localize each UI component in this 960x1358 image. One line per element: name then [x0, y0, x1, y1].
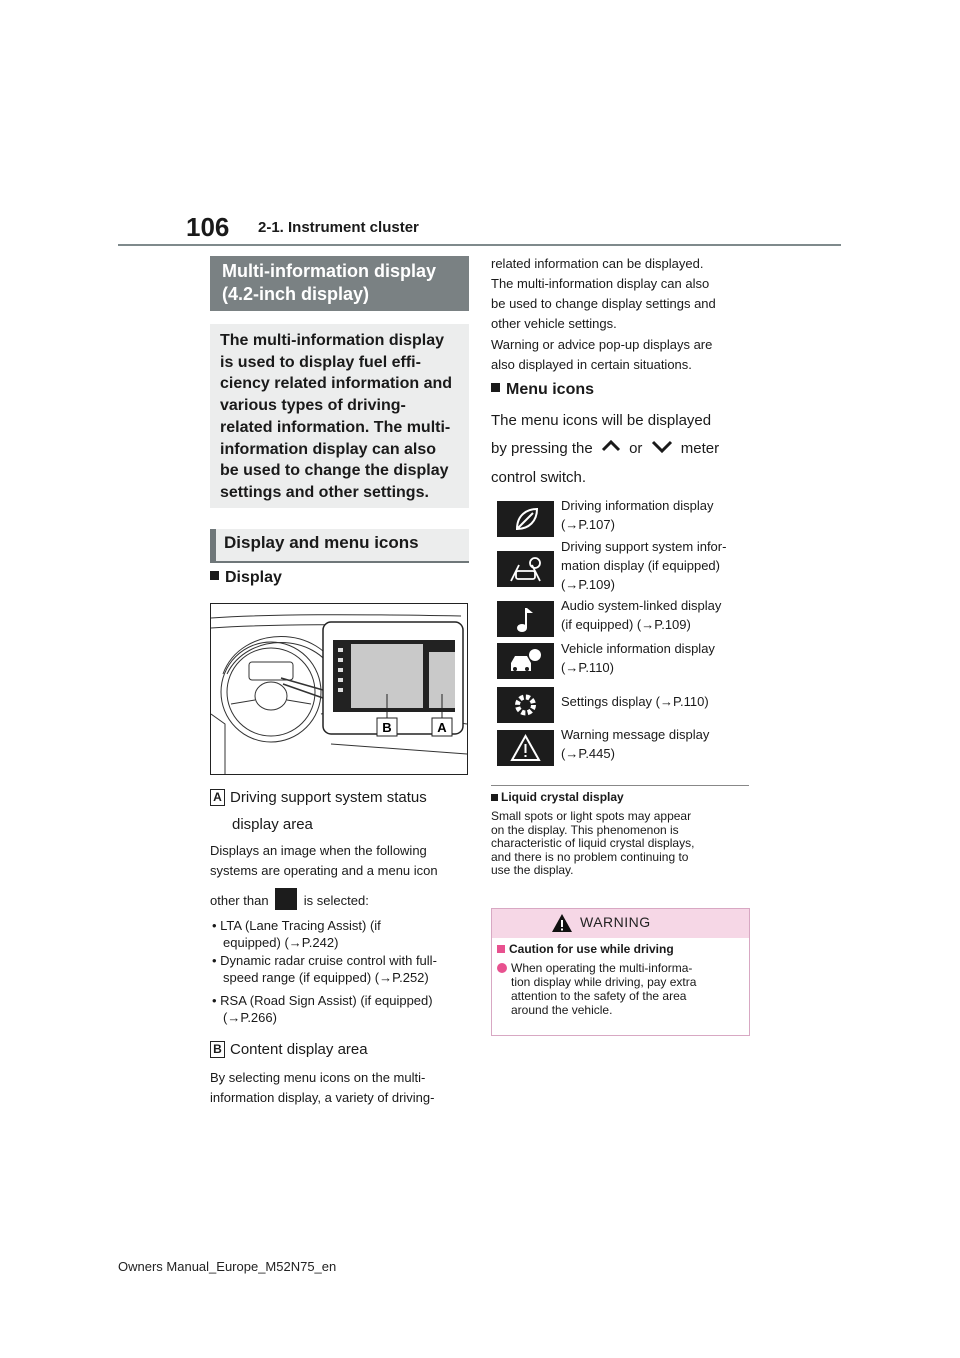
system-item-line: • LTA (Lane Tracing Assist) (if — [212, 918, 381, 933]
callout-b-text: Content display area — [230, 1041, 368, 1058]
warning-line: attention to the safety of the area — [511, 989, 687, 1003]
lcd-heading-text: Liquid crystal display — [501, 790, 624, 804]
icon-label-driving-support — [561, 537, 751, 594]
figure-label-a: A — [437, 720, 447, 735]
intro-line: various types of driving- — [220, 397, 406, 415]
icon-label-line: (if equipped) (→P.109) — [561, 617, 691, 632]
lcd-line: on the display. This phenomenon is — [491, 822, 679, 837]
display-heading — [210, 569, 282, 587]
system-item-rsa — [212, 992, 433, 1026]
menu-desc-pre: by pressing the — [491, 440, 593, 457]
menu-desc-mid: or — [629, 440, 643, 457]
body-line: related information can be displayed. — [491, 256, 704, 271]
system-item-line: speed range (if equipped) (→P.252) — [223, 970, 429, 985]
driving-support-icon — [497, 551, 554, 587]
system-item-radar — [212, 952, 437, 986]
lcd-text — [491, 810, 751, 878]
icon-label-line: Driving information display — [561, 498, 714, 513]
b-desc-line: information display, a variety of driving- — [210, 1090, 435, 1105]
subheading: Display and menu icons — [210, 529, 469, 561]
menu-desc-line1: The menu icons will be displayed — [491, 412, 712, 429]
warning-triangle-icon — [551, 913, 573, 933]
square-bullet-icon — [491, 794, 498, 801]
body-line: other vehicle settings. — [491, 316, 617, 331]
a-desc-line: Displays an image when the following — [210, 843, 427, 858]
body-line: The multi-information display can also — [491, 276, 710, 291]
figure-label-b: B — [382, 720, 392, 735]
menu-desc-line2 — [491, 434, 719, 463]
callout-a-line2: display area — [232, 816, 313, 833]
intro-line: The multi-information display — [220, 332, 445, 349]
intro-box — [210, 324, 469, 508]
callout-a-text: Driving support system status — [230, 789, 427, 806]
section-divider — [491, 785, 749, 786]
icon-label-line: (→P.445) — [561, 746, 615, 761]
callout-a-letter: A — [210, 789, 225, 806]
intro-line: information display can also — [220, 440, 437, 458]
icon-label-driving-info — [561, 496, 751, 534]
continuation-text — [491, 254, 751, 334]
header-rule — [118, 244, 841, 246]
icon-label-audio — [561, 596, 751, 634]
intro-line: ciency related information and — [220, 375, 453, 393]
popup-text — [491, 335, 751, 375]
system-item-line: equipped) (→P.242) — [223, 935, 339, 950]
intro-line: related information. The multi- — [220, 418, 451, 436]
chevron-down-icon — [651, 439, 673, 453]
callout-b — [210, 1037, 368, 1063]
warning-title: WARNING — [580, 914, 651, 930]
square-bullet-icon — [497, 945, 505, 953]
callout-b-letter: B — [210, 1041, 225, 1058]
dashboard-illustration — [210, 603, 468, 775]
system-item-line: • Dynamic radar cruise control with full- — [212, 953, 437, 968]
icon-label-warning — [561, 725, 751, 763]
subheading-rule — [210, 561, 469, 563]
circle-bullet-icon — [497, 963, 507, 973]
lcd-line: Small spots or light spots may appear — [491, 809, 692, 823]
icon-label-line: (→P.107) — [561, 517, 615, 532]
page-number: 106 — [186, 212, 230, 242]
lcd-line: and there is no problem continuing to — [491, 849, 689, 864]
lcd-line: use the display. — [491, 863, 574, 877]
display-heading-text: Display — [225, 569, 282, 586]
icon-label-line: mation display (if equipped) — [561, 558, 720, 573]
menu-icons-heading — [491, 381, 594, 399]
a-desc-line: systems are operating and a menu icon — [210, 863, 438, 878]
icon-label-line: Warning message display — [561, 727, 710, 742]
lcd-line: characteristic of liquid crystal displays, — [491, 836, 695, 850]
body-line: also displayed in certain situations. — [491, 357, 692, 372]
a-desc-post: is selected: — [303, 893, 369, 908]
menu-desc-line3: control switch. — [491, 469, 587, 486]
icon-label-line: (→P.110) — [561, 660, 614, 675]
icon-label-line: Driving support system infor- — [561, 539, 727, 554]
icon-label-line: Audio system-linked display — [561, 598, 722, 613]
topic-title-line1: Multi-information display — [222, 261, 436, 281]
square-bullet-icon — [491, 383, 500, 392]
lcd-heading — [491, 790, 624, 804]
a-desc-line3 — [210, 888, 369, 911]
menu-icons-heading-text: Menu icons — [506, 381, 595, 398]
warning-line: When operating the multi-informa- — [511, 961, 693, 975]
warning-triangle-icon — [497, 730, 554, 766]
intro-line: settings and other settings. — [220, 483, 429, 501]
square-bullet-icon — [210, 571, 219, 580]
body-line: Warning or advice pop-up displays are — [491, 337, 713, 352]
warning-category — [497, 942, 674, 956]
callout-a — [210, 785, 427, 811]
a-desc-pre: other than — [210, 893, 269, 908]
icon-label-vehicle — [561, 639, 751, 677]
music-note-icon — [497, 601, 554, 637]
gear-icon — [497, 687, 554, 723]
icon-label-line: Vehicle information display — [561, 641, 715, 656]
chevron-up-icon — [601, 439, 621, 453]
footer-text: Owners Manual_Europe_M52N75_en — [118, 1259, 337, 1274]
vehicle-info-icon — [497, 643, 554, 679]
driving-support-inline-icon — [275, 888, 297, 910]
system-item-lta — [212, 917, 381, 951]
topic-title-line2: (4.2-inch display) — [222, 284, 370, 304]
leaf-icon — [497, 501, 554, 537]
warning-body — [497, 961, 743, 1017]
warning-line: tion display while driving, pay extra — [511, 975, 697, 989]
topic-title-box — [210, 256, 469, 311]
b-desc-line: By selecting menu icons on the multi- — [210, 1070, 426, 1085]
system-item-line: • RSA (Road Sign Assist) (if equipped) — [212, 993, 433, 1008]
dashboard-drawing — [211, 604, 467, 774]
intro-line: is used to display fuel effi- — [220, 353, 421, 371]
body-line: be used to change display settings and — [491, 296, 716, 311]
warning-line: around the vehicle. — [511, 1003, 613, 1017]
menu-desc-post: meter — [680, 440, 720, 457]
system-item-line: (→P.266) — [223, 1010, 277, 1025]
section-title: 2-1. Instrument cluster — [258, 219, 419, 236]
warning-category-text: Caution for use while driving — [509, 942, 674, 956]
intro-line: be used to change the display — [220, 462, 449, 480]
icon-label-line: (→P.109) — [561, 577, 615, 592]
icon-label-settings: Settings display (→P.110) — [561, 694, 709, 709]
